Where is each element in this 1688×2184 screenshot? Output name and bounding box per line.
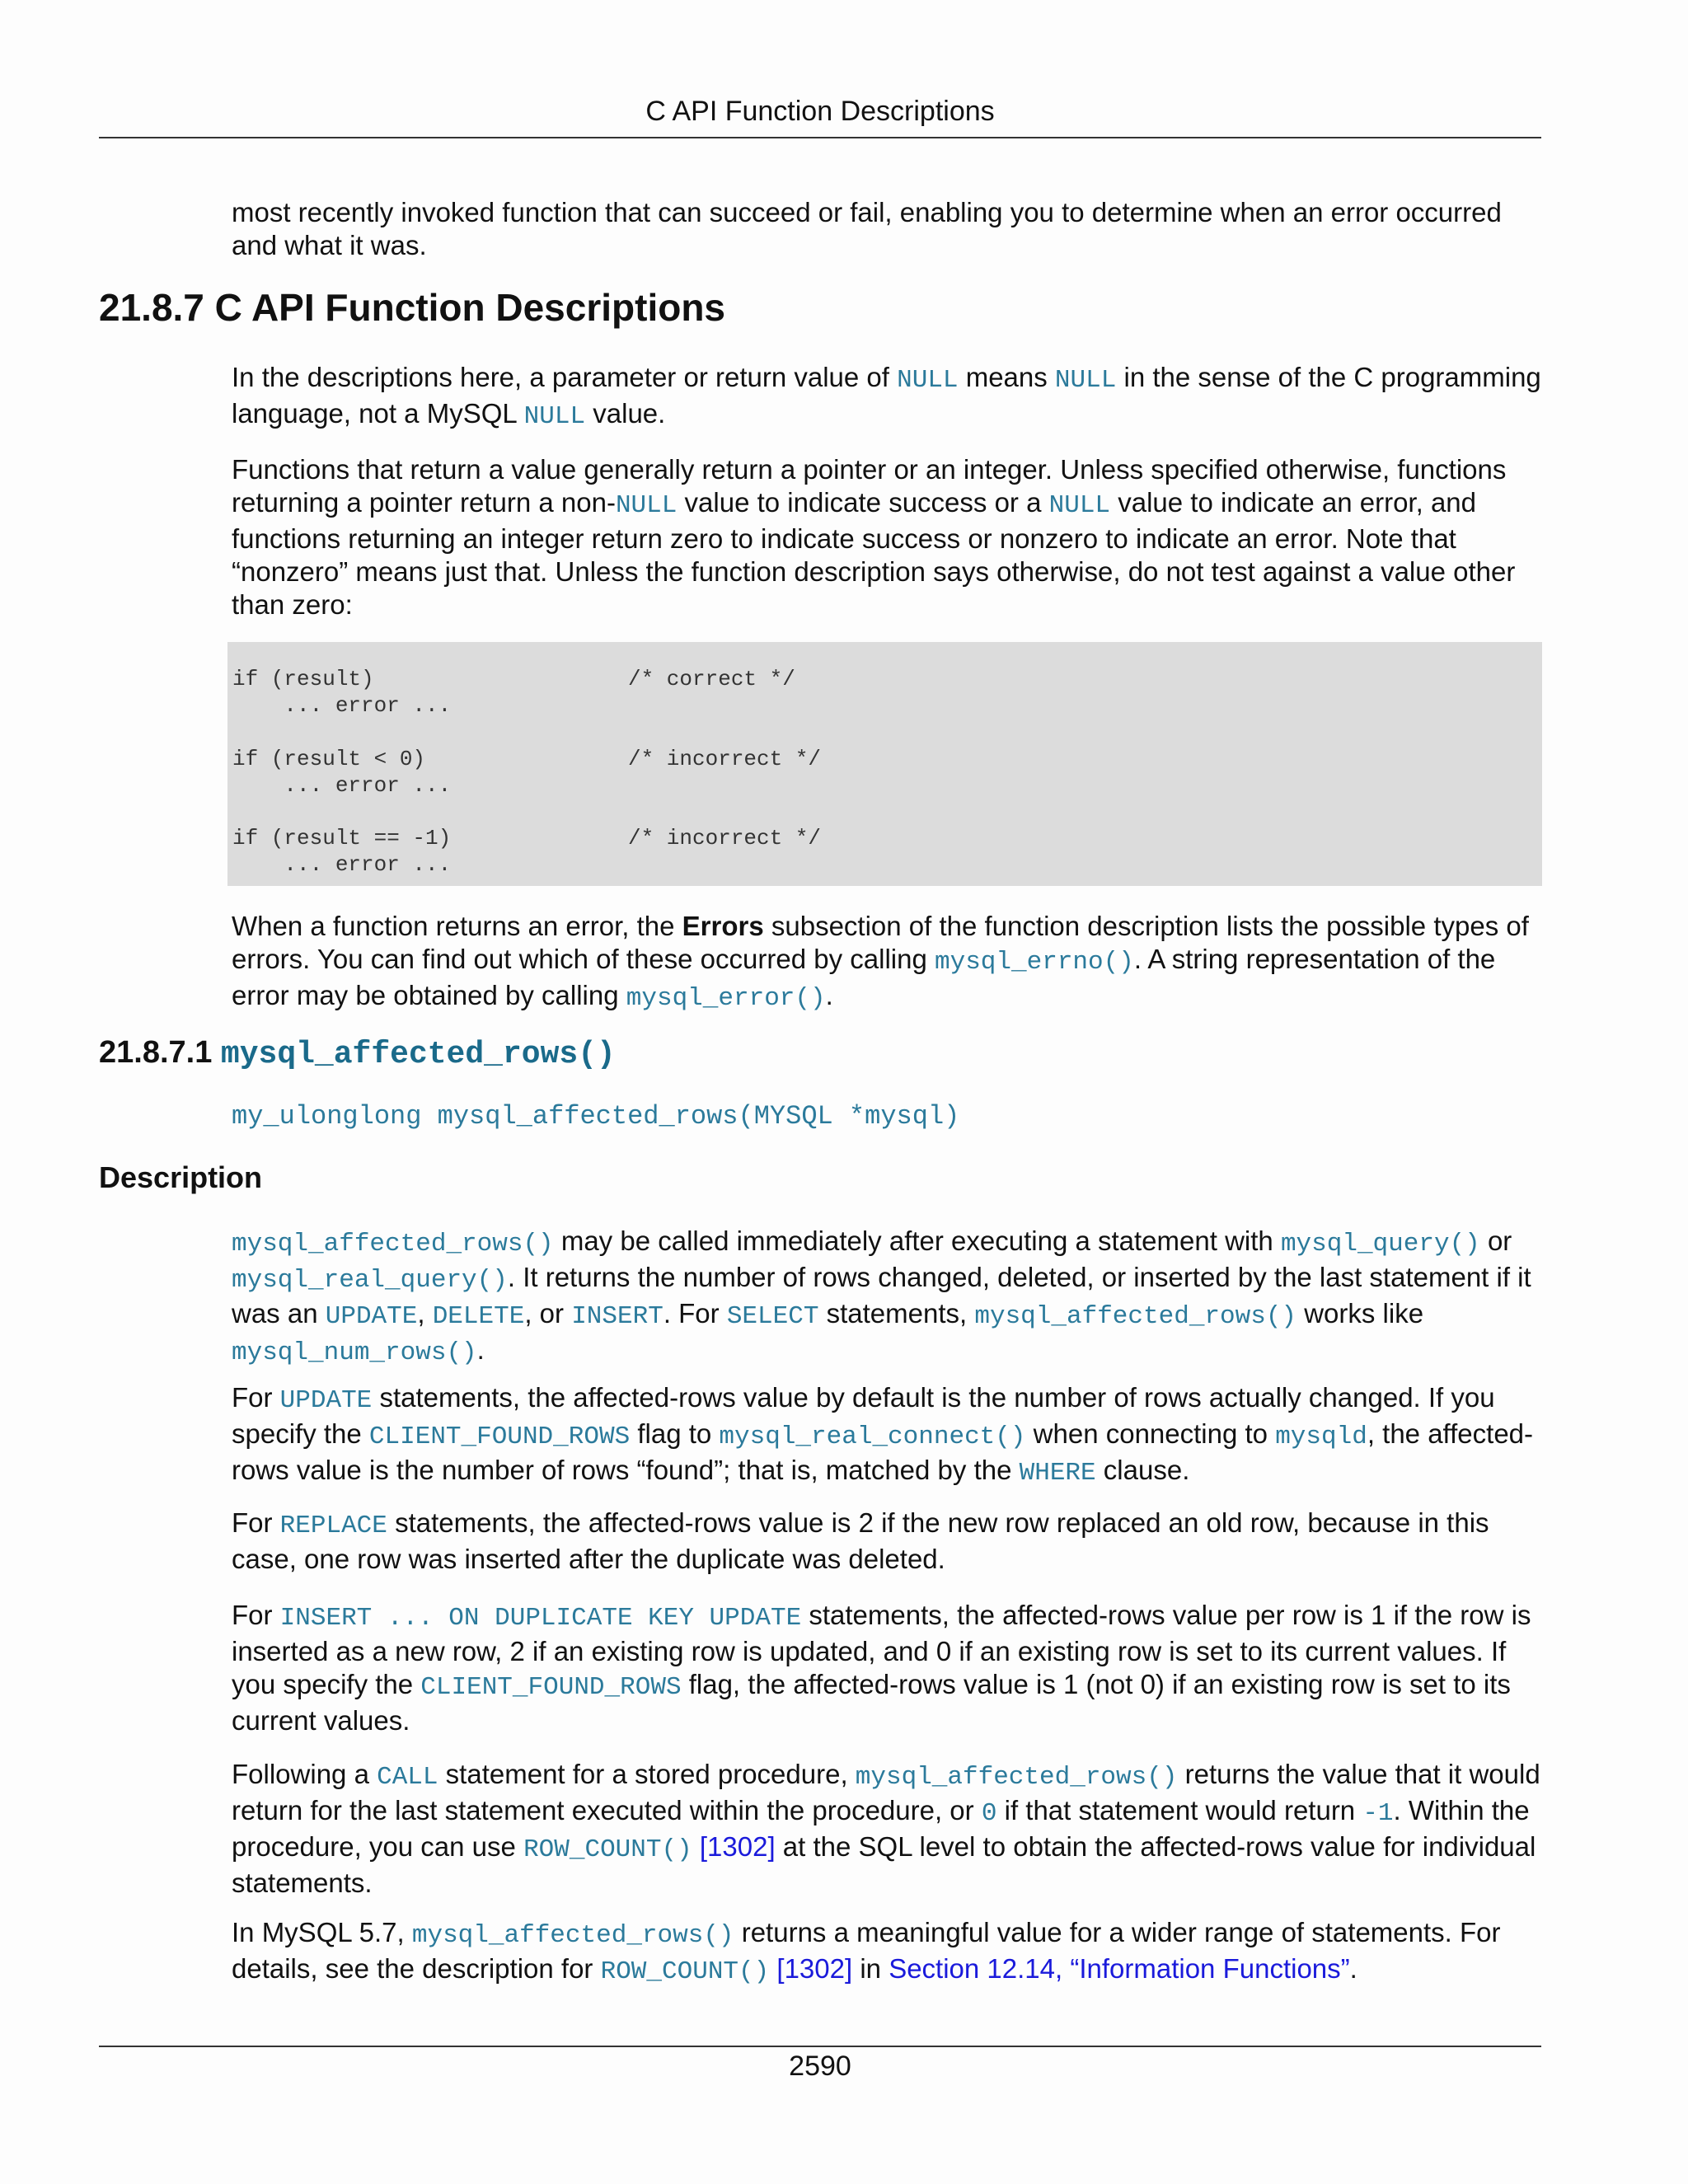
header-rule <box>99 137 1541 138</box>
code-link[interactable]: SELECT <box>726 1302 819 1331</box>
description-para-call: Following a CALL statement for a stored procedure, mysql_affected_rows() returns the value that it would return for the last statement executed within the procedure, or 0 if that statement would return -1. Within the procedure, you can use ROW_COUNT() [1302] at the SQL level to obtain the affected-rows value for individual statements. <box>232 1759 1540 1898</box>
code-link[interactable]: mysql_affected_rows() <box>855 1763 1178 1792</box>
code-null: NULL <box>615 491 678 520</box>
code-line: ... error ... <box>232 693 452 718</box>
description-para-replace: For REPLACE statements, the affected-rows value is 2 if the new row replaced an old row, because in this case, one row was inserted after the duplicate was deleted. <box>232 1507 1489 1574</box>
code-line: if (result) <box>232 667 374 691</box>
code-link[interactable]: mysqld <box>1275 1422 1367 1451</box>
page-ref-link[interactable]: [1302] <box>692 1831 776 1862</box>
code-line: ... error ... <box>232 852 452 877</box>
code-literal: 0 <box>981 1799 997 1828</box>
code-mysql-errno[interactable]: mysql_errno() <box>935 948 1134 977</box>
code-link[interactable]: mysql_num_rows() <box>232 1338 477 1367</box>
section-para-errors: When a function returns an error, the Errors subsection of the function description lists the possible types of errors. You can find out which of these occurred by calling mysql_errno(). A string representation of the error may be obtained by calling mysql_error(). <box>232 911 1529 1013</box>
code-comment: /* incorrect */ <box>628 747 822 771</box>
page-number: 2590 <box>789 2050 851 2082</box>
code-link[interactable]: WHERE <box>1019 1459 1096 1488</box>
code-link[interactable]: ROW_COUNT() <box>600 1957 770 1986</box>
code-literal: -1 <box>1362 1799 1394 1828</box>
description-para-update: For UPDATE statements, the affected-rows value by default is the number of rows actually changed. If you specify the CLIENT_FOUND_ROWS flag to mysql_real_connect() when connecting to mysqld, the affected-rows value is the number of rows “found”; that is, matched by the WHERE clause. <box>232 1382 1534 1488</box>
description-heading: Description <box>99 1160 263 1194</box>
code-null: NULL <box>897 366 959 395</box>
code-null: NULL <box>1048 491 1111 520</box>
description-para-on-duplicate: For INSERT ... ON DUPLICATE KEY UPDATE statements, the affected-rows value per row is 1 if the row is inserted as a new row, 2 if an existing row is updated, and 0 if an existing row is set to its current values. If you specify the CLIENT_FOUND_ROWS flag, the affected-rows value is 1 (not 0) if an existing row is set to its current values. <box>232 1600 1531 1736</box>
code-link[interactable]: REPLACE <box>279 1511 387 1540</box>
code-link[interactable]: ROW_COUNT() <box>523 1835 692 1864</box>
code-link[interactable]: mysql_query() <box>1280 1230 1480 1258</box>
code-link[interactable]: CALL <box>377 1763 438 1792</box>
code-link[interactable]: mysql_real_query() <box>232 1266 508 1295</box>
code-link[interactable]: UPDATE <box>325 1302 418 1331</box>
section-heading: 21.8.7 C API Function Descriptions <box>99 286 726 329</box>
code-comment: /* correct */ <box>628 667 795 691</box>
code-line: if (result == -1) <box>232 826 452 851</box>
description-para-mysql57: In MySQL 5.7, mysql_affected_rows() returns a meaningful value for a wider range of statements. For details, see the description for ROW_COUNT() [1302] in Section 12.14, “Information Functions”. <box>232 1917 1501 1986</box>
section-para-null: In the descriptions here, a parameter or return value of NULL means NULL in the sense of the C programming language, not a MySQL NULL value. <box>232 362 1541 431</box>
code-comment: /* incorrect */ <box>628 826 822 851</box>
function-signature: my_ulonglong mysql_affected_rows(MYSQL *mysql) <box>232 1101 960 1132</box>
footer-rule <box>99 2046 1541 2047</box>
code-null: NULL <box>1054 366 1117 395</box>
subsection-heading: 21.8.7.1 mysql_affected_rows() <box>99 1035 616 1072</box>
code-null: NULL <box>523 402 586 431</box>
code-line: ... error ... <box>232 773 452 798</box>
code-link[interactable]: INSERT <box>571 1302 663 1331</box>
code-link[interactable]: UPDATE <box>279 1386 373 1415</box>
running-header: C API Function Descriptions <box>645 96 995 127</box>
code-link[interactable]: mysql_affected_rows() <box>974 1302 1297 1331</box>
code-link[interactable]: INSERT ... ON DUPLICATE KEY UPDATE <box>279 1604 802 1633</box>
code-example-block <box>227 642 1542 886</box>
function-name: mysql_affected_rows() <box>220 1037 616 1072</box>
code-link[interactable]: DELETE <box>432 1302 525 1331</box>
code-link[interactable]: mysql_affected_rows() <box>232 1230 554 1258</box>
code-link[interactable]: mysql_real_connect() <box>719 1422 1026 1451</box>
intro-continuation: most recently invoked function that can succeed or fail, enabling you to determine when an error occurred and what it was. <box>232 197 1502 260</box>
code-line: if (result < 0) <box>232 747 426 771</box>
page-ref-link[interactable]: [1302] <box>769 1953 853 1984</box>
code-link[interactable]: mysql_affected_rows() <box>411 1921 734 1950</box>
code-link[interactable]: CLIENT_FOUND_ROWS <box>420 1673 682 1702</box>
code-mysql-error[interactable]: mysql_error() <box>626 984 826 1013</box>
section-para-return-values: Functions that return a value generally return a pointer or an integer. Unless specified otherwise, functions returning a pointer return a non-NULL value to indicate success or a NULL value to indicate an error, and functions returning an integer return zero to indicate success or nonzero to indicate an error. Note that “nonzero” means just that. Unless the function description says otherwise, do not test against a value other than zero: <box>232 454 1516 620</box>
code-link[interactable]: CLIENT_FOUND_ROWS <box>368 1422 631 1451</box>
section-link[interactable]: Section 12.14, “Information Functions” <box>889 1953 1350 1984</box>
description-para-usage: mysql_affected_rows() may be called immediately after executing a statement with mysql_query() or mysql_real_query(). It returns the number of rows changed, deleted, or inserted by the last statement if it was an UPDATE, DELETE, or INSERT. For SELECT statements, mysql_affected_rows() works like mysql_num_rows(). <box>232 1226 1531 1367</box>
